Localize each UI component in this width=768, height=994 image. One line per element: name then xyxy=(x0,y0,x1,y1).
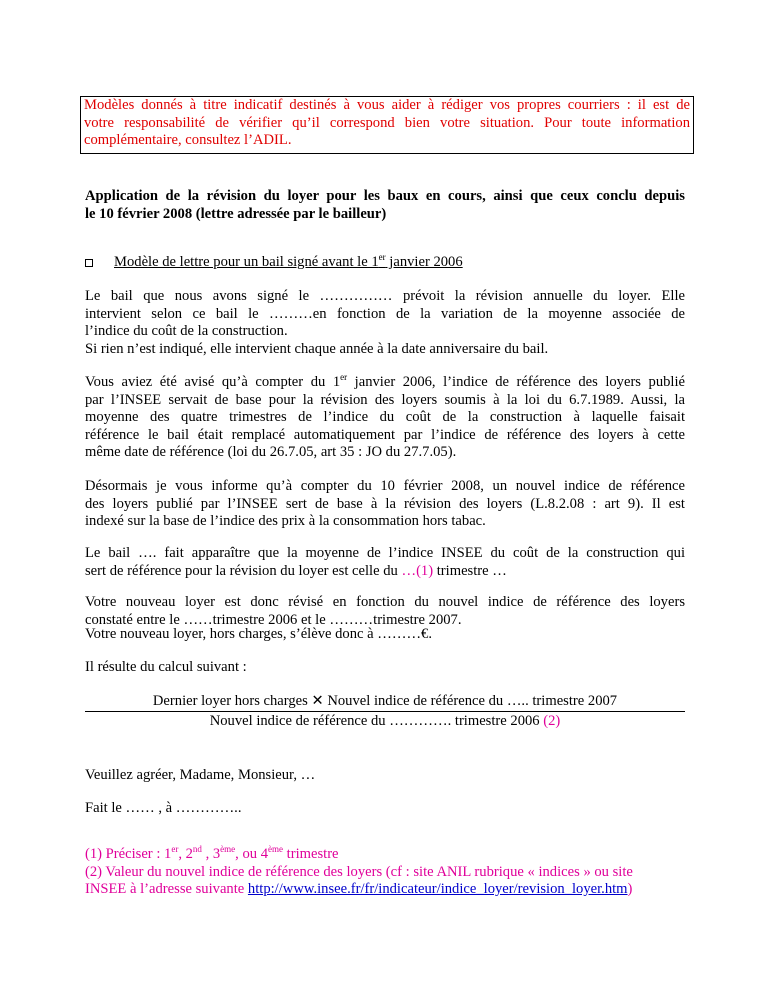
paragraph-line: Le bail que nous avons signé le …………… prévoit la révision annuelle du loyer. Elle xyxy=(85,288,685,304)
closing-formula: Veuillez agréer, Madame, Monsieur, … xyxy=(85,767,316,783)
paragraph-line: intervient selon ce bail le ………en fonction de la variation de la moyenne associée de xyxy=(85,305,685,322)
paragraph-line: indexé sur la base de l’indice des prix à la consommation hors tabac. xyxy=(85,513,486,530)
paragraph-line: référence le bail était remplacé automatiquement par l’indice de référence des loyers à cette xyxy=(85,426,685,443)
paragraph-line: moyenne des quatre trimestres de l’indice du coût de la construction à laquelle faisait xyxy=(85,409,685,426)
paragraph-line: même date de référence (loi du 26.7.05, art 35 : JO du 27.7.05). xyxy=(85,444,457,461)
paragraph-avis xyxy=(85,374,685,462)
title-line: le 10 février 2008 (lettre adressée par le bailleur) xyxy=(85,206,387,222)
paragraph-line: par l’INSEE servait de base pour la révision des loyers soumis à la loi du 6.7.1989. Aussi, la xyxy=(85,391,685,408)
title-line: Application de la révision du loyer pour les baux en cours, ainsi que ceux conclu depuis xyxy=(85,188,685,204)
footnote-1: (1) Préciser : 1er, 2nd , 3ème, ou 4ème trimestre xyxy=(85,844,339,862)
paragraph-line: des loyers publié par l’INSEE sert de base à la révision des loyers (L.8.2.08 : art 9). Il est xyxy=(85,495,685,512)
footnote-2-line: (2) Valeur du nouvel indice de référence des loyers (cf : site ANIL rubrique « indices » ou site xyxy=(85,863,633,880)
paragraph-line: constaté entre le ……trimestre 2006 et le ………trimestre 2007. xyxy=(85,611,462,628)
footnote-ref-2: (2) xyxy=(543,713,561,729)
paragraph-line: Le bail …. fait apparaître que la moyenne de l’indice INSEE du coût de la construction qui xyxy=(85,545,685,561)
paragraph-line: Désormais je vous informe qu’à compter du 10 février 2008, un nouvel indice de référence xyxy=(85,478,685,494)
calculation-intro: Il résulte du calcul suivant : xyxy=(85,659,247,675)
disclaimer-line: complémentaire, consultez l’ADIL. xyxy=(84,132,292,148)
paragraph-line: sert de référence pour la révision du loyer est celle du …(1) trimestre … xyxy=(85,562,507,579)
paragraph-reference xyxy=(85,545,685,580)
paragraph-bail xyxy=(85,288,685,358)
checkbox-bullet-icon xyxy=(85,259,93,267)
formula-numerator: Dernier loyer hors charges ✕ Nouvel indice de référence du ….. trimestre 2007 xyxy=(152,693,618,709)
disclaimer-line: Modèles donnés à titre indicatif destinés à vous aider à rédiger vos propres courriers : il est de xyxy=(84,97,690,113)
footnote-ref-1: …(1) xyxy=(401,562,434,579)
insee-link[interactable]: http://www.insee.fr/fr/indicateur/indice_loyer/revision_loyer.htm xyxy=(247,881,628,897)
paragraph-revision xyxy=(85,594,685,629)
footnotes xyxy=(85,846,685,899)
footnote-2-line: INSEE à l’adresse suivante http://www.insee.fr/fr/indicateur/indice_loyer/revision_loyer.htm) xyxy=(85,881,633,897)
section-heading-text: Modèle de lettre pour un bail signé avant le 1er janvier 2006 xyxy=(114,252,463,270)
disclaimer-line: votre responsabilité de vérifier qu’il correspond bien votre situation. Pour toute information xyxy=(84,114,690,131)
paragraph-nouvel-indice xyxy=(85,478,685,531)
date-place-line: Fait le …… , à ………….. xyxy=(85,800,242,816)
disclaimer-box xyxy=(80,96,694,154)
formula-denominator: Nouvel indice de référence du …………. trimestre 2006 (2) xyxy=(209,713,561,729)
paragraph-line: Si rien n’est indiqué, elle intervient chaque année à la date anniversaire du bail. xyxy=(85,340,549,357)
paragraph-line: Votre nouveau loyer est donc révisé en fonction du nouvel indice de référence des loyers xyxy=(85,594,685,610)
document-title xyxy=(85,187,685,223)
paragraph-line: l’indice du coût de la construction. xyxy=(85,323,288,340)
new-rent-line: Votre nouveau loyer, hors charges, s’élève donc à ………€. xyxy=(85,626,432,642)
paragraph-line: Vous aviez été avisé qu’à compter du 1er janvier 2006, l’indice de référence des loyers publié xyxy=(85,372,685,390)
